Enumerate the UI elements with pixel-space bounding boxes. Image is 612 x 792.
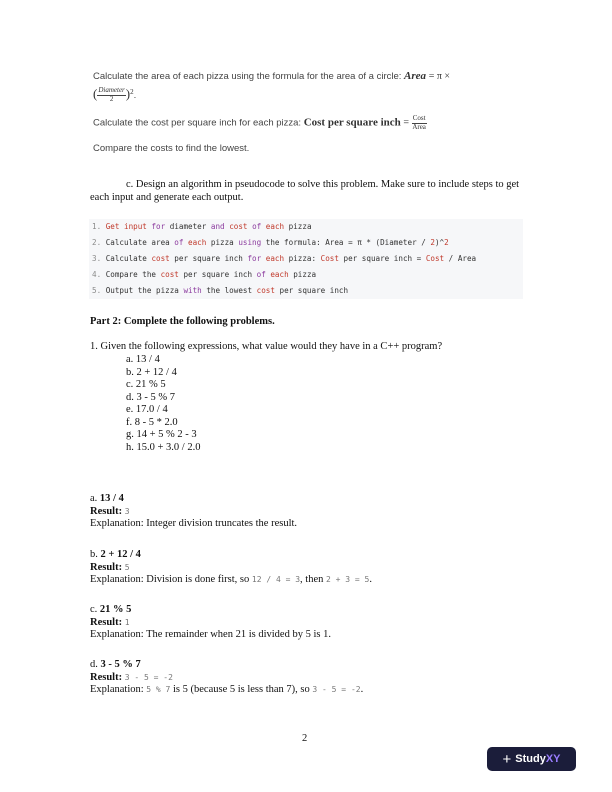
frac-numerator: Diameter xyxy=(98,86,125,95)
area-operator: = π × xyxy=(428,71,451,82)
code-line-3: 3. Calculate cost per square inch for each pizza: Cost per square inch = Cost / Area xyxy=(92,254,477,263)
code-line-1: 1. Get input for diameter and cost of each pizza xyxy=(92,222,312,231)
explanation-text: is 5 (because 5 is less than 7), so xyxy=(173,684,310,695)
result-value: 3 xyxy=(124,506,130,516)
code-line-2: 2. Calculate area of each pizza using the formula: Area = π * (Diameter / 2)^2 xyxy=(92,238,449,247)
area-step-text: Calculate the area of each pizza using the formula for the area of a circle: xyxy=(93,71,402,82)
answer-expr: 2 + 12 / 4 xyxy=(100,549,141,560)
result-value: 5 xyxy=(124,562,130,572)
expression-item: h. 15.0 + 3.0 / 2.0 xyxy=(126,441,201,453)
explanation xyxy=(90,574,372,587)
area-var: Area xyxy=(404,70,427,82)
answer-prefix: c. xyxy=(90,604,98,615)
studyxy-logo xyxy=(487,747,576,771)
part-c-text: c. Design an algorithm in pseudocode to solve this problem. Make sure to include steps to get each input and generate each output. xyxy=(90,179,520,203)
exponent: 2 xyxy=(130,87,134,96)
logo-name: Study xyxy=(515,753,546,765)
result-label: Result: xyxy=(90,505,123,517)
result-label: Result: xyxy=(90,616,123,628)
expression-item: c. 21 % 5 xyxy=(126,379,166,390)
plus-icon: + xyxy=(502,750,512,768)
expression-item: a. 13 / 4 xyxy=(126,354,160,365)
explanation-text: , then xyxy=(300,574,324,585)
inline-code: 2 + 3 = 5 xyxy=(326,575,370,584)
answer-a xyxy=(90,493,297,531)
explanation: Explanation: The remainder when 21 is divided by 5 is 1. xyxy=(90,629,331,640)
cost-step-text: Calculate the cost per square inch for each pizza: xyxy=(93,117,302,129)
answer-expr: 13 / 4 xyxy=(99,493,124,504)
code-line-5: 5. Output the pizza with the lowest cost per square inch xyxy=(92,286,349,295)
expression-item: g. 14 + 5 % 2 - 3 xyxy=(126,429,197,440)
expression-list xyxy=(126,354,200,454)
answer-b xyxy=(90,549,372,587)
inline-code: 5 % 7 xyxy=(146,685,171,694)
result-label: Result: xyxy=(90,671,123,683)
explanation-text: Explanation: xyxy=(90,684,144,695)
logo-suffix: XY xyxy=(545,753,561,765)
area-step xyxy=(93,70,513,82)
question-1: 1. Given the following expressions, what value would they have in a C++ program? xyxy=(90,341,443,352)
cost-var: Cost per square inch xyxy=(303,116,401,129)
answer-c xyxy=(90,604,331,642)
area-formula-fraction: ( $\frac{\text{Diameter}}{2}$ )$^2$. xyxy=(93,86,137,104)
result-value: 1 xyxy=(124,617,130,627)
page-number: 2 xyxy=(302,733,308,744)
expression-item: f. 8 - 5 * 2.0 xyxy=(126,416,178,428)
answer-prefix: b. xyxy=(90,549,98,560)
frac-denominator: 2 xyxy=(109,95,114,104)
code-line-4: 4. Compare the cost per square inch of each pizza xyxy=(92,270,317,279)
compare-step: Compare the costs to find the lowest. xyxy=(93,143,250,154)
expression-item: d. 3 - 5 % 7 xyxy=(126,391,175,403)
answer-prefix: a. xyxy=(90,493,98,504)
answer-expr: 3 - 5 % 7 xyxy=(100,659,141,670)
part2-heading: Part 2: Complete the following problems. xyxy=(90,316,275,327)
inline-code: 12 / 4 = 3 xyxy=(251,575,301,584)
cost-equals: = xyxy=(403,117,410,129)
explanation-text: . xyxy=(360,684,364,695)
explanation: Explanation: Integer division truncates the result. xyxy=(90,518,298,529)
pseudocode-block xyxy=(89,219,523,299)
cost-step xyxy=(93,115,513,131)
inline-code: 3 - 5 = -2 xyxy=(312,685,361,694)
answer-d xyxy=(90,659,363,697)
expression-item: b. 2 + 12 / 4 xyxy=(126,366,177,378)
cost-frac-num: Cost xyxy=(412,114,426,122)
result-label: Result: xyxy=(90,561,123,573)
answer-prefix: d. xyxy=(90,659,98,670)
answer-expr: 21 % 5 xyxy=(99,604,132,615)
cost-frac-den: Area xyxy=(412,123,426,131)
result-value: 3 - 5 = -2 xyxy=(124,672,173,682)
explanation-text: Explanation: Division is done first, so xyxy=(90,574,250,585)
explanation-text: . xyxy=(369,574,372,585)
explanation xyxy=(90,684,363,697)
expression-item: e. 17.0 / 4 xyxy=(126,404,168,415)
